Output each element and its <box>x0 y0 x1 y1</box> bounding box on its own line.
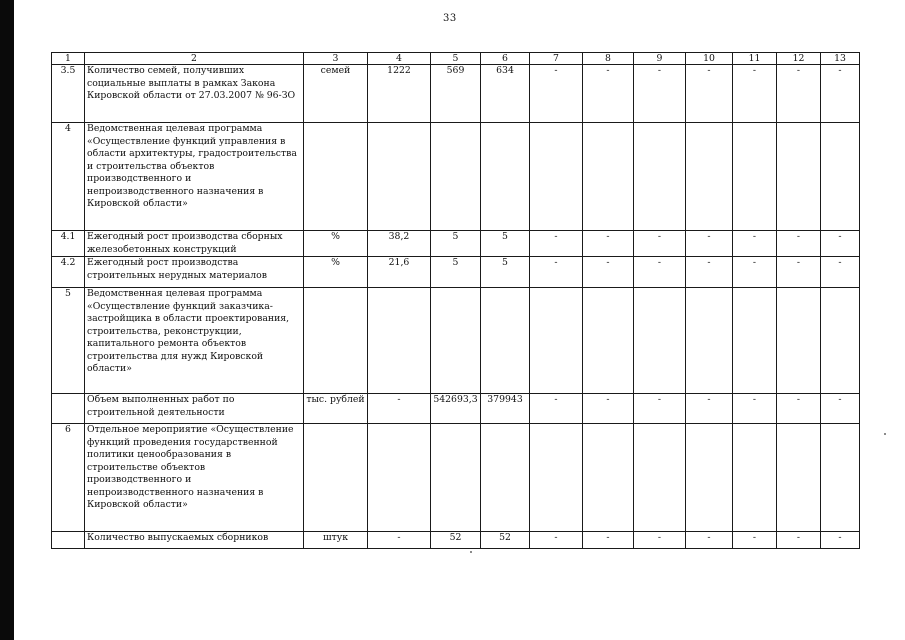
cell-value-col7 <box>530 424 583 532</box>
cell-indicator-name: Количество выпускаемых сборников <box>85 532 304 549</box>
table-row <box>52 424 860 532</box>
cell-value-col7: - <box>530 532 583 549</box>
table-body <box>52 65 860 549</box>
cell-value-col8: - <box>583 257 634 288</box>
cell-value-col9: - <box>634 532 686 549</box>
header-row <box>52 53 860 65</box>
cell-number <box>52 532 85 549</box>
col-header-3: 3 <box>304 53 368 65</box>
cell-value-col7 <box>530 288 583 394</box>
cell-value-col12: - <box>777 65 821 123</box>
cell-unit <box>304 123 368 231</box>
col-header-4: 4 <box>368 53 431 65</box>
cell-value-col4: 21,6 <box>368 257 431 288</box>
cell-unit <box>304 424 368 532</box>
cell-value-col10: - <box>686 532 733 549</box>
cell-value-col9: - <box>634 257 686 288</box>
cell-unit: тыс. рублей <box>304 394 368 424</box>
cell-unit: % <box>304 231 368 257</box>
col-header-11: 11 <box>733 53 777 65</box>
cell-indicator-name: Ежегодный рост производства строительных нерудных материалов <box>85 257 304 288</box>
table-row <box>52 123 860 231</box>
table-row <box>52 532 860 549</box>
cell-value-col12: - <box>777 532 821 549</box>
cell-value-col6 <box>481 288 530 394</box>
cell-value-col8: - <box>583 532 634 549</box>
col-header-9: 9 <box>634 53 686 65</box>
cell-value-col6: 5 <box>481 257 530 288</box>
cell-value-col4 <box>368 123 431 231</box>
cell-value-col9 <box>634 123 686 231</box>
cell-value-col10: - <box>686 231 733 257</box>
col-header-7: 7 <box>530 53 583 65</box>
cell-number: 6 <box>52 424 85 532</box>
cell-indicator-name: Ежегодный рост производства сборных железобетонных конструкций <box>85 231 304 257</box>
cell-value-col10 <box>686 424 733 532</box>
cell-value-col11 <box>733 288 777 394</box>
cell-value-col6: 379943 <box>481 394 530 424</box>
table-row <box>52 257 860 288</box>
cell-value-col8: - <box>583 231 634 257</box>
cell-value-col6 <box>481 123 530 231</box>
cell-value-col13: - <box>821 394 860 424</box>
cell-number <box>52 394 85 424</box>
cell-value-col13 <box>821 424 860 532</box>
cell-value-col8 <box>583 123 634 231</box>
table-row <box>52 231 860 257</box>
cell-value-col5 <box>431 424 481 532</box>
cell-value-col7 <box>530 123 583 231</box>
cell-value-col4: - <box>368 532 431 549</box>
cell-value-col11: - <box>733 532 777 549</box>
cell-value-col8 <box>583 288 634 394</box>
page-number: 33 <box>443 13 457 24</box>
scan-binding-edge <box>0 0 14 640</box>
cell-value-col12: - <box>777 394 821 424</box>
cell-value-col5: 542693,3 <box>431 394 481 424</box>
cell-value-col7: - <box>530 257 583 288</box>
cell-number: 4 <box>52 123 85 231</box>
cell-value-col7: - <box>530 394 583 424</box>
col-header-2: 2 <box>85 53 304 65</box>
col-header-10: 10 <box>686 53 733 65</box>
cell-value-col5: 52 <box>431 532 481 549</box>
cell-value-col5: 5 <box>431 231 481 257</box>
cell-number: 3.5 <box>52 65 85 123</box>
cell-unit: % <box>304 257 368 288</box>
cell-indicator-name: Ведомственная целевая программа «Осуществление функций управления в области архитектуры, градостроительства и строительства объектов производственного и непроизводственного назначения в Кировской области» <box>85 123 304 231</box>
cell-value-col10 <box>686 123 733 231</box>
cell-value-col6: 5 <box>481 231 530 257</box>
cell-indicator-name: Ведомственная целевая программа «Осуществление функций заказчика-застройщика в области проектирования, строительства, реконструкции, капитального ремонта объектов строительства для нужд Кировской области» <box>85 288 304 394</box>
cell-value-col11: - <box>733 231 777 257</box>
cell-indicator-name: Отдельное мероприятие «Осуществление функций проведения государственной политики ценообразования в строительстве объектов производственного и непроизводственного назначения в Кировской области» <box>85 424 304 532</box>
cell-indicator-name: Количество семей, получивших социальные выплаты в рамках Закона Кировской области от 27.03.2007 № 96-ЗО <box>85 65 304 123</box>
cell-value-col11: - <box>733 65 777 123</box>
cell-value-col4: 1222 <box>368 65 431 123</box>
cell-value-col9 <box>634 288 686 394</box>
table-row <box>52 65 860 123</box>
cell-value-col4: - <box>368 394 431 424</box>
cell-value-col8 <box>583 424 634 532</box>
cell-value-col5: 5 <box>431 257 481 288</box>
cell-unit <box>304 288 368 394</box>
cell-value-col4: 38,2 <box>368 231 431 257</box>
col-header-13: 13 <box>821 53 860 65</box>
cell-value-col5: 569 <box>431 65 481 123</box>
cell-value-col13 <box>821 288 860 394</box>
cell-value-col10 <box>686 288 733 394</box>
cell-number: 4.1 <box>52 231 85 257</box>
cell-value-col9: - <box>634 394 686 424</box>
cell-value-col6 <box>481 424 530 532</box>
cell-value-col13: - <box>821 65 860 123</box>
cell-value-col10: - <box>686 65 733 123</box>
cell-value-col11: - <box>733 394 777 424</box>
cell-value-col12 <box>777 288 821 394</box>
cell-value-col9: - <box>634 65 686 123</box>
cell-value-col13: - <box>821 231 860 257</box>
cell-number: 4.2 <box>52 257 85 288</box>
cell-value-col9: - <box>634 231 686 257</box>
col-header-5: 5 <box>431 53 481 65</box>
cell-value-col12: - <box>777 231 821 257</box>
cell-value-col4 <box>368 424 431 532</box>
cell-indicator-name: Объем выполненных работ по строительной деятельности <box>85 394 304 424</box>
col-header-12: 12 <box>777 53 821 65</box>
cell-value-col5 <box>431 288 481 394</box>
cell-value-col10: - <box>686 394 733 424</box>
scan-artifact <box>470 551 472 553</box>
cell-unit: семей <box>304 65 368 123</box>
cell-value-col8: - <box>583 394 634 424</box>
cell-number: 5 <box>52 288 85 394</box>
cell-value-col5 <box>431 123 481 231</box>
cell-value-col4 <box>368 288 431 394</box>
cell-value-col6: 634 <box>481 65 530 123</box>
col-header-8: 8 <box>583 53 634 65</box>
cell-value-col7: - <box>530 65 583 123</box>
cell-value-col11 <box>733 123 777 231</box>
table-row <box>52 288 860 394</box>
cell-unit: штук <box>304 532 368 549</box>
cell-value-col6: 52 <box>481 532 530 549</box>
col-header-1: 1 <box>52 53 85 65</box>
indicators-table <box>51 52 860 549</box>
cell-value-col11: - <box>733 257 777 288</box>
cell-value-col11 <box>733 424 777 532</box>
cell-value-col8: - <box>583 65 634 123</box>
scan-artifact <box>884 433 886 435</box>
cell-value-col13 <box>821 123 860 231</box>
cell-value-col13: - <box>821 532 860 549</box>
col-header-6: 6 <box>481 53 530 65</box>
table-row <box>52 394 860 424</box>
cell-value-col9 <box>634 424 686 532</box>
cell-value-col7: - <box>530 231 583 257</box>
cell-value-col10: - <box>686 257 733 288</box>
cell-value-col12 <box>777 424 821 532</box>
cell-value-col12 <box>777 123 821 231</box>
cell-value-col13: - <box>821 257 860 288</box>
cell-value-col12: - <box>777 257 821 288</box>
